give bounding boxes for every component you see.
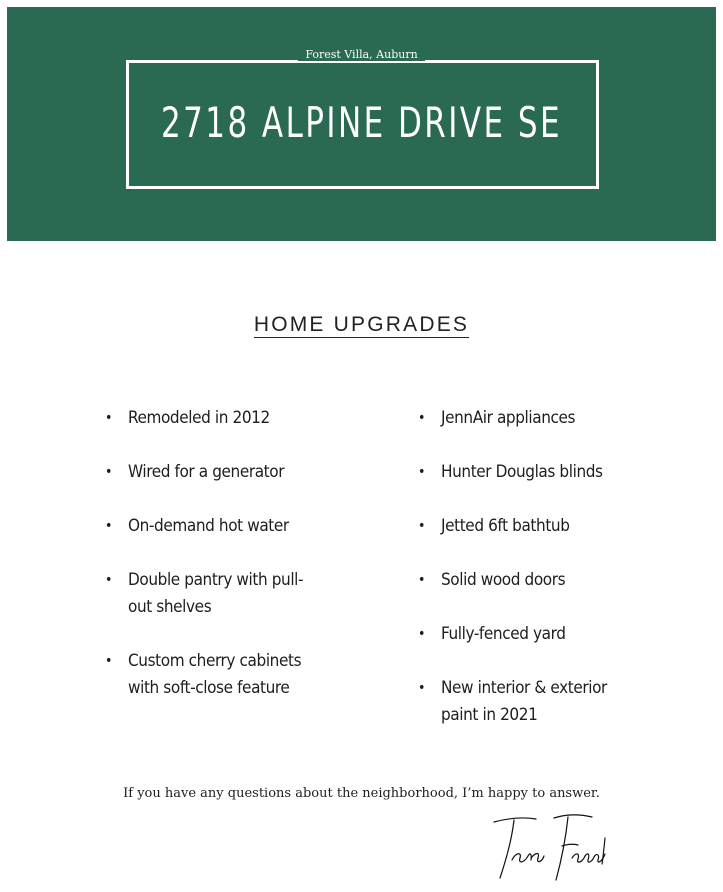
neighborhood-text: Forest Villa, Auburn [298,48,424,61]
list-item: • Fully-fenced yard [418,621,668,648]
list-item: • On-demand hot water [105,513,355,540]
list-item: • Wired for a generator [105,459,355,486]
header-banner [7,7,716,241]
list-item: • New interior & exterior paint in 2021 [418,675,631,729]
section-title [0,313,723,337]
list-item: • Remodeled in 2012 [105,405,355,432]
list-item: • Solid wood doors [418,567,668,594]
list-item: • Hunter Douglas blinds [418,459,668,486]
neighborhood-label [7,48,716,61]
upgrades-list-right [418,405,668,756]
property-address: 2718 ALPINE DRIVE SE [160,98,563,147]
list-item: • Jetted 6ft bathtub [418,513,668,540]
closing-message: If you have any questions about the neighborhood, I’m happy to answer. [123,786,600,801]
signature-image [484,808,614,884]
list-item: • JennAir appliances [418,405,668,432]
section-title-text: HOME UPGRADES [253,313,470,336]
upgrades-list-left [105,405,355,729]
list-item: • Custom cherry cabinets with soft-close feature [105,648,323,702]
list-item: • Double pantry with pull-out shelves [105,567,313,621]
